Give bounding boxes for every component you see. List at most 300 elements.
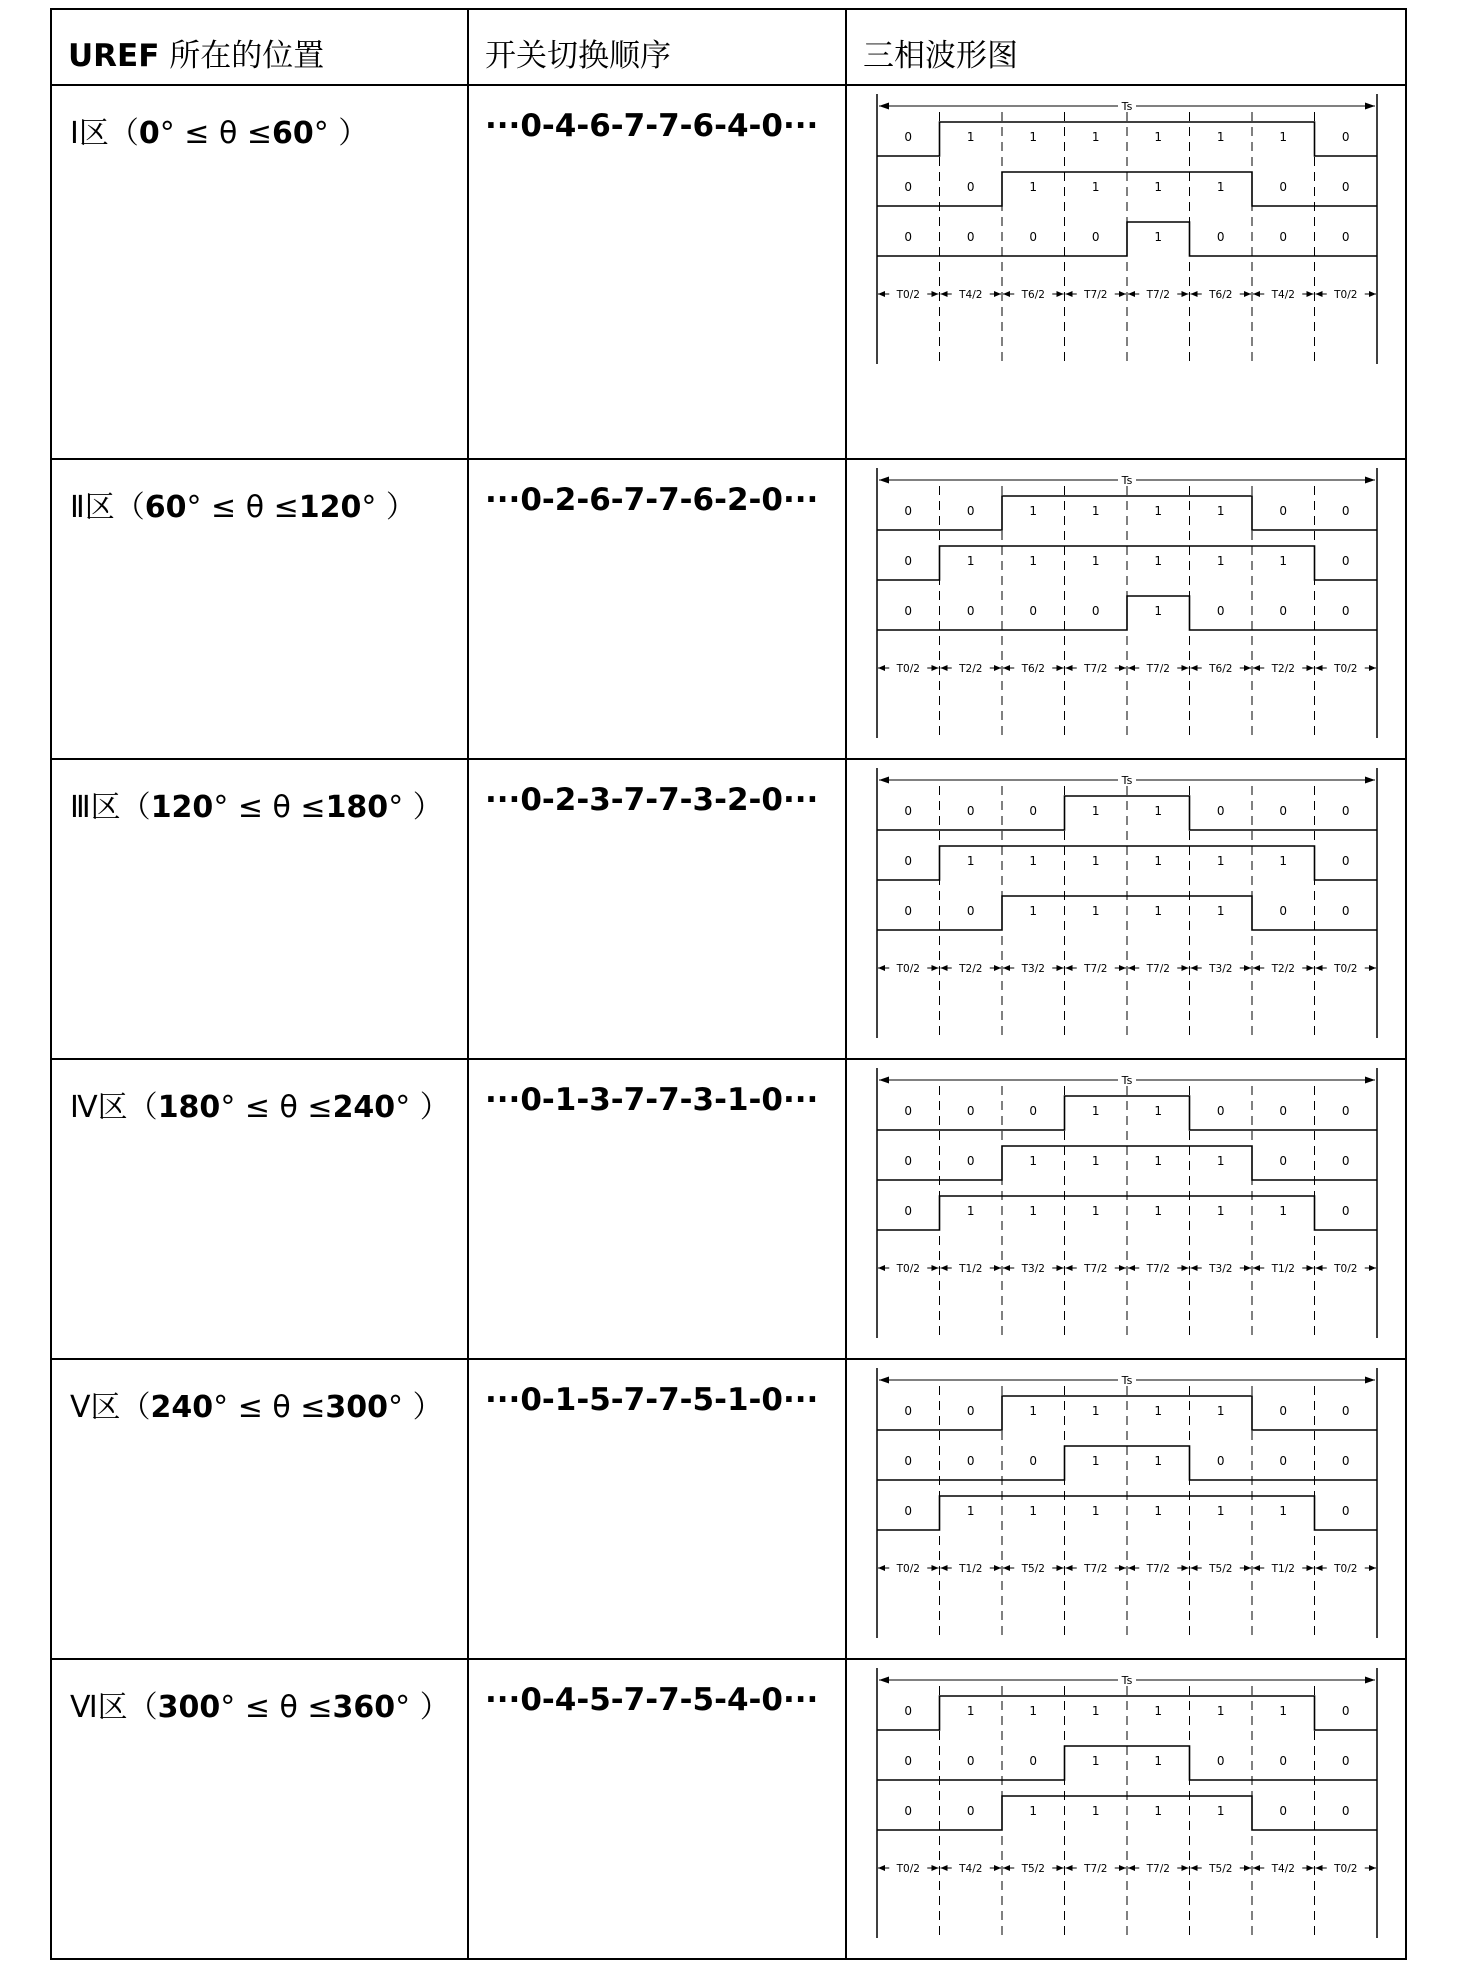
state-value: 0 bbox=[966, 1754, 975, 1768]
interval-arrow-head bbox=[878, 1865, 885, 1871]
state-value: 0 bbox=[904, 854, 913, 868]
ts-arrow-head bbox=[1365, 1677, 1375, 1684]
waveform-cell bbox=[846, 1059, 1406, 1359]
state-value: 0 bbox=[1341, 130, 1350, 144]
interval-label: T7/2 bbox=[1084, 963, 1108, 975]
ts-label: Ts bbox=[1121, 474, 1133, 487]
sequence-cell bbox=[468, 459, 846, 759]
interval-label: T2/2 bbox=[959, 663, 983, 675]
state-value: 1 bbox=[1091, 554, 1100, 568]
interval-arrow-head bbox=[1369, 665, 1376, 671]
state-value: 1 bbox=[1091, 130, 1100, 144]
interval-arrow-head bbox=[1066, 1565, 1073, 1571]
state-value: 1 bbox=[1029, 504, 1038, 518]
interval-arrow-head bbox=[1057, 665, 1064, 671]
phase-waveform bbox=[877, 222, 1377, 256]
region-cell bbox=[51, 85, 468, 459]
interval-arrow-head bbox=[932, 665, 939, 671]
region-b: 60 bbox=[271, 116, 314, 151]
region-mid: ° ≤ θ ≤ bbox=[186, 490, 299, 525]
interval-arrow-head bbox=[941, 291, 948, 297]
region-cell bbox=[51, 1659, 468, 1959]
interval-arrow-head bbox=[1128, 291, 1135, 297]
region-cell bbox=[51, 459, 468, 759]
state-value: 1 bbox=[1029, 130, 1038, 144]
interval-label: T4/2 bbox=[959, 1863, 983, 1875]
state-value: 0 bbox=[1216, 1104, 1225, 1118]
state-value: 0 bbox=[966, 604, 975, 618]
interval-arrow-head bbox=[1307, 1565, 1314, 1571]
state-value: 1 bbox=[1279, 130, 1288, 144]
interval-label: T0/2 bbox=[896, 289, 920, 301]
interval-label: T0/2 bbox=[1334, 289, 1358, 301]
interval-arrow-head bbox=[1182, 291, 1189, 297]
region-label bbox=[52, 1660, 467, 1726]
interval-label: T0/2 bbox=[1334, 1563, 1358, 1575]
state-value: 0 bbox=[904, 604, 913, 618]
state-value: 0 bbox=[904, 1804, 913, 1818]
state-value: 0 bbox=[904, 180, 913, 194]
interval-label: T7/2 bbox=[1084, 289, 1108, 301]
waveform-diagram bbox=[847, 760, 1403, 1056]
region-roman: Ⅰ区（ bbox=[70, 116, 139, 151]
state-value: 1 bbox=[1091, 854, 1100, 868]
interval-label: T0/2 bbox=[896, 963, 920, 975]
interval-arrow-head bbox=[1128, 1865, 1135, 1871]
interval-arrow-head bbox=[1066, 1265, 1073, 1271]
interval-label: T7/2 bbox=[1146, 289, 1170, 301]
region-end: ° ） bbox=[313, 116, 369, 151]
state-value: 0 bbox=[1341, 854, 1350, 868]
state-value: 1 bbox=[966, 1704, 975, 1718]
interval-arrow-head bbox=[1003, 291, 1010, 297]
state-value: 1 bbox=[1091, 1504, 1100, 1518]
interval-arrow-head bbox=[1003, 1865, 1010, 1871]
state-value: 1 bbox=[1154, 1404, 1163, 1418]
state-value: 0 bbox=[1091, 230, 1100, 244]
state-value: 0 bbox=[1279, 604, 1288, 618]
state-value: 0 bbox=[904, 904, 913, 918]
ts-label: Ts bbox=[1121, 1674, 1133, 1687]
switch-sequence: ···0-2-3-7-7-3-2-0··· bbox=[485, 782, 819, 818]
state-value: 0 bbox=[1341, 554, 1350, 568]
ts-arrow-head bbox=[1365, 1377, 1375, 1384]
state-value: 0 bbox=[904, 130, 913, 144]
sequence-cell bbox=[468, 85, 846, 459]
state-value: 0 bbox=[1029, 604, 1038, 618]
state-value: 1 bbox=[966, 130, 975, 144]
interval-label: T0/2 bbox=[896, 1863, 920, 1875]
state-value: 1 bbox=[1154, 130, 1163, 144]
state-value: 0 bbox=[904, 804, 913, 818]
interval-arrow-head bbox=[1369, 1565, 1376, 1571]
state-value: 0 bbox=[904, 554, 913, 568]
header-position bbox=[51, 9, 468, 85]
interval-arrow-head bbox=[941, 1565, 948, 1571]
interval-label: T3/2 bbox=[1209, 1263, 1233, 1275]
state-value: 0 bbox=[966, 804, 975, 818]
state-value: 0 bbox=[1029, 1104, 1038, 1118]
interval-arrow-head bbox=[1128, 1265, 1135, 1271]
ts-arrow-head bbox=[879, 103, 889, 110]
region-b: 240 bbox=[332, 1090, 396, 1125]
waveform-cell bbox=[846, 1359, 1406, 1659]
interval-arrow-head bbox=[1066, 965, 1073, 971]
region-roman: Ⅵ区（ bbox=[70, 1690, 158, 1725]
interval-label: T6/2 bbox=[1209, 663, 1233, 675]
interval-arrow-head bbox=[932, 291, 939, 297]
interval-arrow-head bbox=[1253, 1565, 1260, 1571]
interval-label: T3/2 bbox=[1021, 1263, 1045, 1275]
interval-label: T1/2 bbox=[1271, 1563, 1295, 1575]
ts-arrow-head bbox=[879, 1077, 889, 1084]
state-value: 0 bbox=[1029, 1454, 1038, 1468]
waveform-cell bbox=[846, 759, 1406, 1059]
state-value: 1 bbox=[1091, 1454, 1100, 1468]
state-value: 0 bbox=[1216, 604, 1225, 618]
state-value: 0 bbox=[1341, 180, 1350, 194]
state-value: 1 bbox=[1091, 504, 1100, 518]
interval-label: T7/2 bbox=[1084, 663, 1108, 675]
state-value: 0 bbox=[904, 1454, 913, 1468]
state-value: 0 bbox=[1279, 1154, 1288, 1168]
region-b: 120 bbox=[298, 490, 362, 525]
interval-arrow-head bbox=[1316, 1265, 1323, 1271]
interval-arrow-head bbox=[1244, 1865, 1251, 1871]
interval-label: T1/2 bbox=[959, 1563, 983, 1575]
state-value: 0 bbox=[1216, 804, 1225, 818]
interval-arrow-head bbox=[1057, 291, 1064, 297]
state-value: 1 bbox=[966, 1204, 975, 1218]
state-value: 1 bbox=[1154, 1754, 1163, 1768]
state-value: 0 bbox=[904, 1104, 913, 1118]
state-value: 1 bbox=[1154, 180, 1163, 194]
interval-arrow-head bbox=[1369, 291, 1376, 297]
ts-arrow-head bbox=[1365, 777, 1375, 784]
state-value: 0 bbox=[1216, 1454, 1225, 1468]
interval-arrow-head bbox=[1369, 1865, 1376, 1871]
ts-label: Ts bbox=[1121, 1374, 1133, 1387]
region-cell bbox=[51, 1059, 468, 1359]
state-value: 1 bbox=[1216, 130, 1225, 144]
header-sequence bbox=[468, 9, 846, 85]
interval-label: T7/2 bbox=[1084, 1563, 1108, 1575]
state-value: 0 bbox=[1029, 1754, 1038, 1768]
interval-arrow-head bbox=[941, 665, 948, 671]
region-label bbox=[52, 86, 467, 152]
state-value: 0 bbox=[1091, 604, 1100, 618]
header-row bbox=[51, 9, 1406, 85]
switch-sequence: ···0-4-5-7-7-5-4-0··· bbox=[485, 1682, 819, 1718]
ts-arrow-head bbox=[879, 477, 889, 484]
region-end: ° ） bbox=[361, 490, 416, 525]
state-value: 0 bbox=[966, 1454, 975, 1468]
state-value: 0 bbox=[1279, 504, 1288, 518]
waveform-diagram bbox=[847, 1060, 1403, 1356]
waveform-cell bbox=[846, 1659, 1406, 1959]
waveform-cell bbox=[846, 85, 1406, 459]
state-value: 1 bbox=[1216, 1804, 1225, 1818]
state-value: 1 bbox=[1091, 1704, 1100, 1718]
state-value: 1 bbox=[1216, 1204, 1225, 1218]
ts-arrow-head bbox=[879, 1377, 889, 1384]
state-value: 1 bbox=[1029, 1154, 1038, 1168]
waveform-diagram bbox=[847, 1660, 1403, 1956]
interval-arrow-head bbox=[1191, 965, 1198, 971]
region-a: 120 bbox=[150, 790, 214, 825]
state-value: 1 bbox=[1154, 1104, 1163, 1118]
state-value: 0 bbox=[1341, 804, 1350, 818]
interval-arrow-head bbox=[1307, 1865, 1314, 1871]
state-value: 1 bbox=[1216, 904, 1225, 918]
interval-arrow-head bbox=[1244, 291, 1251, 297]
interval-arrow-head bbox=[994, 291, 1001, 297]
state-value: 1 bbox=[1154, 1204, 1163, 1218]
state-value: 0 bbox=[1279, 180, 1288, 194]
interval-arrow-head bbox=[1003, 1565, 1010, 1571]
interval-label: T1/2 bbox=[959, 1263, 983, 1275]
interval-arrow-head bbox=[1182, 1865, 1189, 1871]
interval-label: T7/2 bbox=[1146, 663, 1170, 675]
region-cell bbox=[51, 1359, 468, 1659]
state-value: 1 bbox=[1279, 854, 1288, 868]
interval-label: T2/2 bbox=[1271, 663, 1295, 675]
region-end: ° ） bbox=[395, 1090, 450, 1125]
state-value: 0 bbox=[1341, 1154, 1350, 1168]
interval-arrow-head bbox=[1066, 1865, 1073, 1871]
interval-label: T7/2 bbox=[1084, 1863, 1108, 1875]
interval-arrow-head bbox=[994, 1565, 1001, 1571]
interval-arrow-head bbox=[994, 965, 1001, 971]
state-value: 1 bbox=[1091, 1154, 1100, 1168]
state-value: 1 bbox=[1029, 1504, 1038, 1518]
interval-arrow-head bbox=[1253, 665, 1260, 671]
region-row bbox=[51, 1059, 1406, 1359]
state-value: 0 bbox=[1216, 230, 1225, 244]
interval-arrow-head bbox=[1066, 665, 1073, 671]
interval-label: T1/2 bbox=[1271, 1263, 1295, 1275]
state-value: 1 bbox=[1091, 1754, 1100, 1768]
switch-sequence: ···0-1-5-7-7-5-1-0··· bbox=[485, 1382, 819, 1418]
header-position-text: 所在的位置 bbox=[159, 38, 325, 74]
sequence-cell bbox=[468, 1659, 846, 1959]
state-value: 1 bbox=[1216, 1704, 1225, 1718]
state-value: 0 bbox=[904, 1154, 913, 1168]
interval-label: T0/2 bbox=[1334, 963, 1358, 975]
state-value: 0 bbox=[1216, 1754, 1225, 1768]
state-value: 1 bbox=[1029, 1404, 1038, 1418]
region-row bbox=[51, 759, 1406, 1059]
state-value: 1 bbox=[1154, 1504, 1163, 1518]
interval-label: T0/2 bbox=[1334, 1263, 1358, 1275]
state-value: 1 bbox=[1154, 1704, 1163, 1718]
interval-arrow-head bbox=[1119, 1565, 1126, 1571]
region-row bbox=[51, 85, 1406, 459]
interval-arrow-head bbox=[941, 965, 948, 971]
state-value: 0 bbox=[966, 1104, 975, 1118]
state-value: 1 bbox=[1154, 804, 1163, 818]
interval-arrow-head bbox=[1253, 1865, 1260, 1871]
state-value: 0 bbox=[966, 230, 975, 244]
header-uref: UREF bbox=[68, 38, 160, 74]
state-value: 1 bbox=[1154, 1454, 1163, 1468]
interval-arrow-head bbox=[1307, 291, 1314, 297]
ts-arrow-head bbox=[879, 1677, 889, 1684]
interval-label: T4/2 bbox=[1271, 1863, 1295, 1875]
interval-arrow-head bbox=[1191, 1565, 1198, 1571]
interval-arrow-head bbox=[994, 1265, 1001, 1271]
interval-arrow-head bbox=[1057, 1865, 1064, 1871]
state-value: 0 bbox=[904, 230, 913, 244]
interval-arrow-head bbox=[1307, 965, 1314, 971]
state-value: 1 bbox=[1216, 1154, 1225, 1168]
state-value: 0 bbox=[1341, 1804, 1350, 1818]
state-value: 0 bbox=[1279, 1804, 1288, 1818]
state-value: 0 bbox=[966, 504, 975, 518]
sequence-cell bbox=[468, 1059, 846, 1359]
state-value: 0 bbox=[1341, 1404, 1350, 1418]
interval-arrow-head bbox=[1369, 1265, 1376, 1271]
ts-arrow-head bbox=[879, 777, 889, 784]
interval-arrow-head bbox=[1316, 1865, 1323, 1871]
state-value: 0 bbox=[1279, 230, 1288, 244]
interval-arrow-head bbox=[1182, 965, 1189, 971]
region-row bbox=[51, 459, 1406, 759]
interval-label: T2/2 bbox=[959, 963, 983, 975]
interval-label: T6/2 bbox=[1021, 289, 1045, 301]
header-waveform bbox=[846, 9, 1406, 85]
interval-label: T0/2 bbox=[896, 1563, 920, 1575]
interval-arrow-head bbox=[994, 1865, 1001, 1871]
interval-arrow-head bbox=[878, 291, 885, 297]
state-value: 0 bbox=[966, 180, 975, 194]
state-value: 0 bbox=[1341, 230, 1350, 244]
interval-arrow-head bbox=[1003, 965, 1010, 971]
interval-arrow-head bbox=[1244, 1565, 1251, 1571]
state-value: 0 bbox=[966, 1404, 975, 1418]
region-a: 240 bbox=[150, 1390, 214, 1425]
interval-arrow-head bbox=[1128, 965, 1135, 971]
state-value: 0 bbox=[1341, 1204, 1350, 1218]
interval-label: T7/2 bbox=[1146, 1563, 1170, 1575]
ts-label: Ts bbox=[1121, 100, 1133, 113]
state-value: 1 bbox=[1154, 504, 1163, 518]
state-value: 1 bbox=[1154, 904, 1163, 918]
region-mid: ° ≤ θ ≤ bbox=[159, 116, 272, 151]
interval-label: T7/2 bbox=[1084, 1263, 1108, 1275]
region-label bbox=[52, 1360, 467, 1426]
interval-label: T7/2 bbox=[1146, 1863, 1170, 1875]
ts-arrow-head bbox=[1365, 477, 1375, 484]
switch-sequence: ···0-1-3-7-7-3-1-0··· bbox=[485, 1082, 819, 1118]
waveform-diagram bbox=[847, 1360, 1403, 1656]
interval-label: T7/2 bbox=[1146, 1263, 1170, 1275]
state-value: 0 bbox=[1279, 804, 1288, 818]
interval-label: T0/2 bbox=[1334, 1863, 1358, 1875]
state-value: 1 bbox=[1091, 1804, 1100, 1818]
state-value: 0 bbox=[904, 1754, 913, 1768]
state-value: 1 bbox=[1154, 554, 1163, 568]
region-row bbox=[51, 1659, 1406, 1959]
interval-arrow-head bbox=[1003, 1265, 1010, 1271]
interval-arrow-head bbox=[1316, 291, 1323, 297]
region-b: 180 bbox=[325, 790, 389, 825]
interval-label: T0/2 bbox=[896, 1263, 920, 1275]
interval-arrow-head bbox=[1182, 1565, 1189, 1571]
interval-label: T4/2 bbox=[1271, 289, 1295, 301]
state-value: 0 bbox=[966, 1804, 975, 1818]
state-value: 1 bbox=[1029, 1204, 1038, 1218]
interval-label: T3/2 bbox=[1021, 963, 1045, 975]
state-value: 1 bbox=[1091, 904, 1100, 918]
ts-label: Ts bbox=[1121, 1074, 1133, 1087]
interval-arrow-head bbox=[932, 1565, 939, 1571]
interval-arrow-head bbox=[878, 965, 885, 971]
state-value: 1 bbox=[1091, 1104, 1100, 1118]
interval-arrow-head bbox=[878, 1565, 885, 1571]
state-value: 1 bbox=[1216, 854, 1225, 868]
interval-arrow-head bbox=[1057, 965, 1064, 971]
interval-label: T5/2 bbox=[1209, 1863, 1233, 1875]
interval-label: T6/2 bbox=[1021, 663, 1045, 675]
region-label bbox=[52, 1060, 467, 1126]
interval-arrow-head bbox=[1244, 965, 1251, 971]
ts-arrow-head bbox=[1365, 103, 1375, 110]
interval-arrow-head bbox=[1119, 965, 1126, 971]
state-value: 1 bbox=[966, 554, 975, 568]
state-value: 0 bbox=[1341, 1454, 1350, 1468]
state-value: 1 bbox=[1216, 1404, 1225, 1418]
interval-label: T0/2 bbox=[1334, 663, 1358, 675]
interval-arrow-head bbox=[1253, 1265, 1260, 1271]
state-value: 0 bbox=[1279, 904, 1288, 918]
interval-label: T5/2 bbox=[1021, 1563, 1045, 1575]
sequence-cell bbox=[468, 759, 846, 1059]
interval-arrow-head bbox=[932, 1265, 939, 1271]
state-value: 1 bbox=[966, 1504, 975, 1518]
interval-arrow-head bbox=[941, 1865, 948, 1871]
state-value: 0 bbox=[966, 1154, 975, 1168]
state-value: 0 bbox=[1341, 504, 1350, 518]
header-sequence-text: 开关切换顺序 bbox=[485, 38, 671, 74]
ts-arrow-head bbox=[1365, 1077, 1375, 1084]
state-value: 1 bbox=[1091, 804, 1100, 818]
switch-sequence: ···0-4-6-7-7-6-4-0··· bbox=[485, 108, 819, 144]
state-value: 0 bbox=[1341, 1504, 1350, 1518]
state-value: 0 bbox=[904, 1204, 913, 1218]
interval-arrow-head bbox=[1307, 1265, 1314, 1271]
interval-arrow-head bbox=[1253, 291, 1260, 297]
svpwm-table bbox=[50, 8, 1407, 1960]
state-value: 1 bbox=[1029, 854, 1038, 868]
interval-arrow-head bbox=[1119, 1265, 1126, 1271]
interval-arrow-head bbox=[1253, 965, 1260, 971]
interval-arrow-head bbox=[878, 665, 885, 671]
interval-arrow-head bbox=[932, 1865, 939, 1871]
region-roman: Ⅱ区（ bbox=[70, 490, 145, 525]
interval-arrow-head bbox=[878, 1265, 885, 1271]
state-value: 0 bbox=[1029, 230, 1038, 244]
waveform-diagram bbox=[847, 86, 1403, 382]
interval-arrow-head bbox=[1182, 1265, 1189, 1271]
state-value: 0 bbox=[1341, 604, 1350, 618]
state-value: 0 bbox=[1341, 1704, 1350, 1718]
state-value: 0 bbox=[904, 504, 913, 518]
phase-waveform bbox=[877, 596, 1377, 630]
region-a: 180 bbox=[157, 1090, 221, 1125]
state-value: 1 bbox=[1029, 554, 1038, 568]
state-value: 0 bbox=[966, 904, 975, 918]
